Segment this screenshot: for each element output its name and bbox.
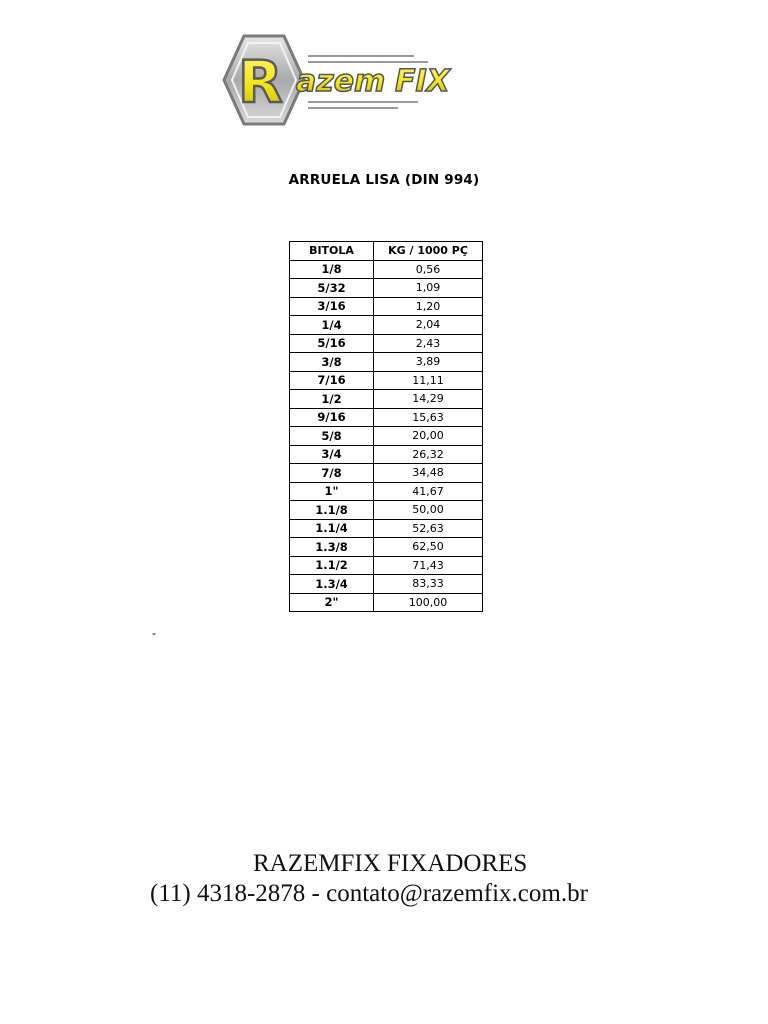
bitola-cell: 1.1/4 (290, 519, 374, 538)
svg-text:azem: azem (296, 64, 386, 99)
table-row (290, 464, 483, 483)
svg-text:FIX: FIX (395, 64, 450, 99)
kg-cell: 2,04 (374, 316, 483, 335)
kg-cell: 2,43 (374, 334, 483, 353)
bitola-cell: 7/8 (290, 464, 374, 483)
bitola-cell: 1.3/4 (290, 575, 374, 594)
bitola-cell: 1/2 (290, 390, 374, 409)
table-row (290, 593, 483, 612)
kg-cell: 26,32 (374, 445, 483, 464)
kg-cell: 15,63 (374, 408, 483, 427)
kg-cell: 34,48 (374, 464, 483, 483)
kg-cell: 1,20 (374, 297, 483, 316)
kg-cell: 0,56 (374, 260, 483, 279)
bitola-cell: 9/16 (290, 408, 374, 427)
footer-contact: (11) 4318-2878 - contato@razemfix.com.br (150, 880, 588, 907)
table-row (290, 556, 483, 575)
table-row (290, 445, 483, 464)
table-row (290, 316, 483, 335)
table-row (290, 279, 483, 298)
table-row (290, 482, 483, 501)
table-row (290, 427, 483, 446)
kg-cell: 41,67 (374, 482, 483, 501)
stray-dash: - (152, 626, 156, 640)
table-row (290, 297, 483, 316)
kg-cell: 71,43 (374, 556, 483, 575)
bitola-cell: 2" (290, 593, 374, 612)
svg-text:R: R (238, 48, 283, 116)
kg-cell: 3,89 (374, 353, 483, 372)
kg-cell: 11,11 (374, 371, 483, 390)
table-row (290, 519, 483, 538)
table-row (290, 501, 483, 520)
table-row (290, 334, 483, 353)
kg-cell: 14,29 (374, 390, 483, 409)
kg-cell: 100,00 (374, 593, 483, 612)
kg-cell: 1,09 (374, 279, 483, 298)
bitola-cell: 3/8 (290, 353, 374, 372)
table-row (290, 260, 483, 279)
bitola-cell: 1.1/2 (290, 556, 374, 575)
kg-cell: 20,00 (374, 427, 483, 446)
kg-cell: 50,00 (374, 501, 483, 520)
weight-table (289, 241, 483, 612)
table-row (290, 575, 483, 594)
table-row (290, 390, 483, 409)
bitola-cell: 1.3/8 (290, 538, 374, 557)
bitola-cell: 5/32 (290, 279, 374, 298)
bitola-cell: 3/4 (290, 445, 374, 464)
table-row (290, 538, 483, 557)
bitola-cell: 5/8 (290, 427, 374, 446)
bitola-cell: 5/16 (290, 334, 374, 353)
bitola-cell: 3/16 (290, 297, 374, 316)
kg-cell: 62,50 (374, 538, 483, 557)
column-header-bitola: BITOLA (290, 242, 374, 261)
bitola-cell: 1/8 (290, 260, 374, 279)
bitola-cell: 7/16 (290, 371, 374, 390)
footer-company-name: RAZEMFIX FIXADORES (253, 850, 528, 877)
table-row (290, 408, 483, 427)
bitola-cell: 1.1/8 (290, 501, 374, 520)
kg-cell: 83,33 (374, 575, 483, 594)
razemfix-logo (218, 34, 518, 126)
bitola-cell: 1/4 (290, 316, 374, 335)
kg-cell: 52,63 (374, 519, 483, 538)
table-header-row (290, 242, 483, 261)
bitola-cell: 1" (290, 482, 374, 501)
table-row (290, 371, 483, 390)
table-row (290, 353, 483, 372)
column-header-kg: KG / 1000 PÇ (374, 242, 483, 261)
page-title: ARRUELA LISA (DIN 994) (288, 172, 480, 188)
